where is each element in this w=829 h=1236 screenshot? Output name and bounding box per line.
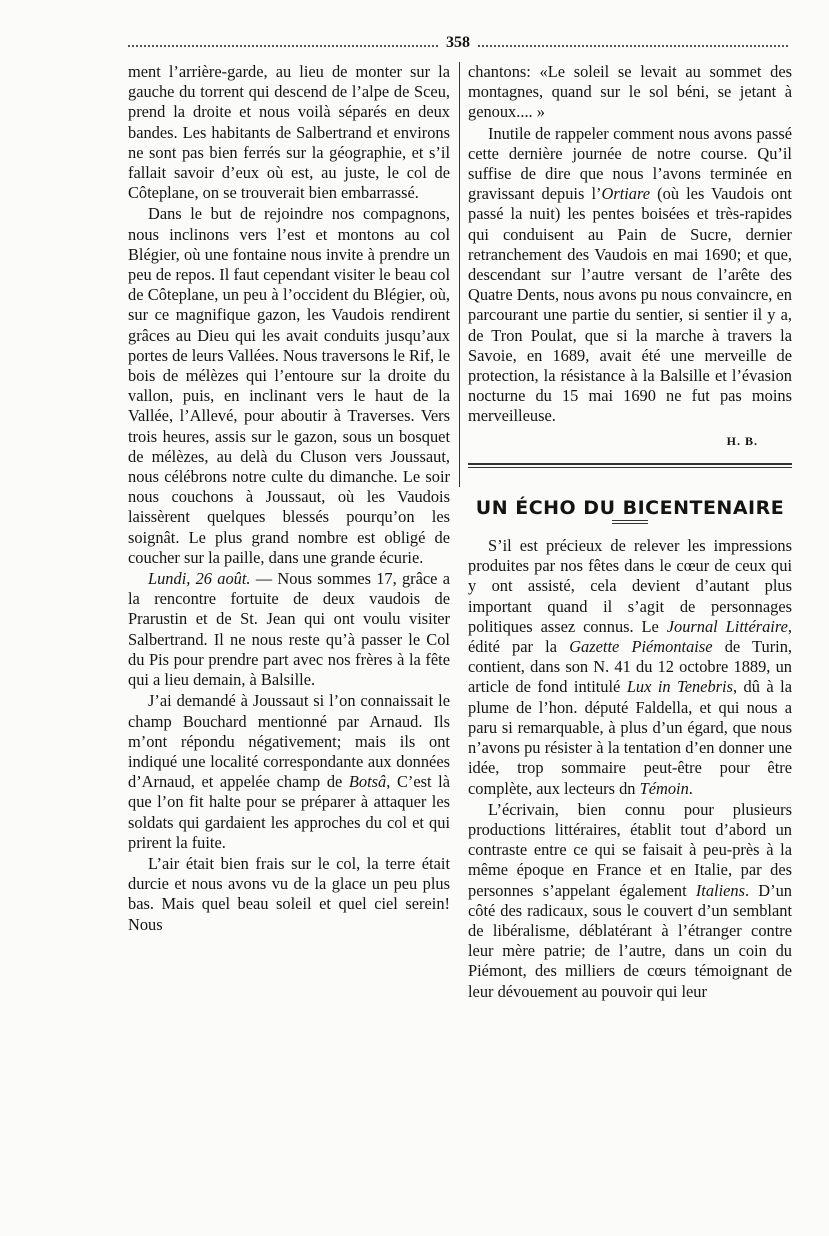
paragraph-text: , édité par la xyxy=(468,616,792,657)
paragraph xyxy=(468,536,792,799)
paragraph xyxy=(468,124,792,427)
publication-name: Journal Littéraire xyxy=(666,616,788,636)
paragraph-text: L’écrivain, bien connu pour plusieurs productions littéraires, établit tout d’abord un contraste entre ce qui se faisait à peu-près à la même époque en France et en Italie, par des personnes s’appelant également xyxy=(468,799,792,900)
header-rule-left xyxy=(128,45,438,47)
paragraph-text: (où les Vaudois ont passé la nuit) les pentes boisées et très-rapides qui conduisent au Pain de Sucre, dernier retranchement des Vaudois en mai 1690; et que, descendant sur l’autre versant de l’arête des Quatre Dents, nous avons pu nous convaincre, en parcourant une partie du sentier, si sentier il y a, de Tron Poulat, que si la marche à travers la Savoie, en 1689, avait été une merveille de protection, la résistance à la Balsille et l’évasion nocturne du 15 mai 1690 ne fut pas moins merveilleuse. xyxy=(468,184,792,426)
emphasis: Italiens xyxy=(695,880,746,900)
paragraph-text: , C’est là que l’on fit halte pour se préparer à attaquer les soldats qui gardaient les approches du col et qui prirent la fuite. xyxy=(128,772,450,852)
paragraph xyxy=(468,800,792,1002)
column-divider xyxy=(459,62,460,487)
page-number: 358 xyxy=(446,34,470,51)
paragraph-text: — Nous sommes 17, grâce a la rencontre fortuite de deux vaudois de Prarustin et de St. Jean qui ont voulu visiter Salbertrand. Il ne nous reste qu’à passer le Col du Pis pour prendre part avec nos frères à la fête qui a lieu demain, à Balsille. xyxy=(128,569,450,690)
paragraph-text: Inutile de rappeler comment nous avons passé cette dernière journée de notre course. Qu’il suffise de dire que nous l’avons terminée en gravissant depuis l’ xyxy=(468,123,792,204)
publication-name: Témoin xyxy=(639,778,689,798)
place-name: Ortiare xyxy=(601,184,651,204)
paragraph-text: . D’un côté des radicaux, sous le couvert d’un semblant de libéralisme, déblatérant à l’étranger contre leur mère patrie; de l’autre, dans un coin du Piémont, des milliers de cœurs témoignant de leur dévouement au pouvoir qui leur xyxy=(468,880,792,1001)
place-name: Botsâ xyxy=(348,772,387,792)
publication-name: Gazette Piémontaise xyxy=(569,637,713,657)
right-column xyxy=(468,62,792,1002)
paragraph-text: . xyxy=(688,778,693,798)
date-label: Lundi, 26 août. xyxy=(148,569,251,589)
page-header xyxy=(128,34,788,56)
paragraph-text: , dû à la plume de l’hon. député Faldella, et qui nous a paru si remarquable, à plus d’un égard, que nous n’avons pu résister à la tentation d’en donner une idée, trop sommaire peut-être pour être complète, aux lecteurs dn xyxy=(468,677,792,798)
section-title: UN ÉCHO DU BICENTENAIRE xyxy=(475,496,785,519)
header-rule-right xyxy=(478,45,788,47)
title-underline xyxy=(612,523,648,524)
paragraph xyxy=(128,569,450,690)
paragraph: ment l’arrière-garde, au lieu de monter sur la gauche du torrent qui descend de l’alpe de Sceu, prend la droite et nous voilà séparés en deux bandes. Les habitants de Salbertrand et environs ne sont pas bien ferrés sur la géographie, et s’il fallait savoir d’eux où est, au juste, le col de Côteplane, on se trouverait bien embarrassé. xyxy=(128,62,450,203)
section-separator-thin xyxy=(468,467,792,468)
article-title: Lux in Tenebris xyxy=(626,677,733,697)
paragraph-text: de Turin, contient, dans son N. 41 du 12 octobre 1889, un article de fond intitulé xyxy=(468,637,792,697)
paragraph xyxy=(128,691,450,853)
left-column xyxy=(128,62,450,935)
title-underline xyxy=(612,520,648,521)
section-separator xyxy=(468,463,792,465)
signature: H. B. xyxy=(726,433,758,448)
paragraph: Dans le but de rejoindre nos compagnons, nous inclinons vers l’est et montons au col Blégier, où une fontaine nous invite à prendre un peu de repos. Il faut cependant visiter le beau col de Côteplane, un peu à l’occident du Blégier, où, sur ce magnifique gazon, les Vaudois rendirent grâces au Dieu qui les avait conduits jusqu’aux portes de leurs Vallées. Nous traversons le Rif, le bois de mélèzes qui l’entoure sur la droite du vallon, puis, en inclinant vers le haut de la Vallée, l’Allevé, pour aboutir à Traverses. Vers trois heures, assis sur le gazon, sous un bosquet de mélèzes, au delà du Cluson vers Joussaut, nous célébrons notre culte du dimanche. Le soir nous couchons à Joussaut, où les Vaudois laissèrent quelques blessés pourqu’on les soignât. Le plus grand nombre est obligé de coucher sur la paille, dans une grande écurie. xyxy=(128,204,450,567)
paragraph-text: S’il est précieux de relever les impressions produites par nos fêtes dans le cœur de ceux qui y ont assisté, cela devient d’autant plus important quand il s’agit de personnages politiques assez connus. Le xyxy=(468,536,792,636)
paragraph: chantons: «Le soleil se levait au sommet des montagnes, quand sur le sol béni, se jetant à genoux.... » xyxy=(468,62,792,122)
paragraph-text: J’ai demandé à Joussaut si l’on connaissait le champ Bouchard mentionné par Arnaud. Ils m’ont répondu négativement; mais ils ont indiqué une localité correspondante aux données d’Arnaud, et appelée champ de xyxy=(128,691,450,792)
paragraph: L’air était bien frais sur le col, la terre était durcie et nous avons vu de la glace un peu plus bas. Mais quel beau soleil et quel ciel serein! Nous xyxy=(128,853,450,934)
